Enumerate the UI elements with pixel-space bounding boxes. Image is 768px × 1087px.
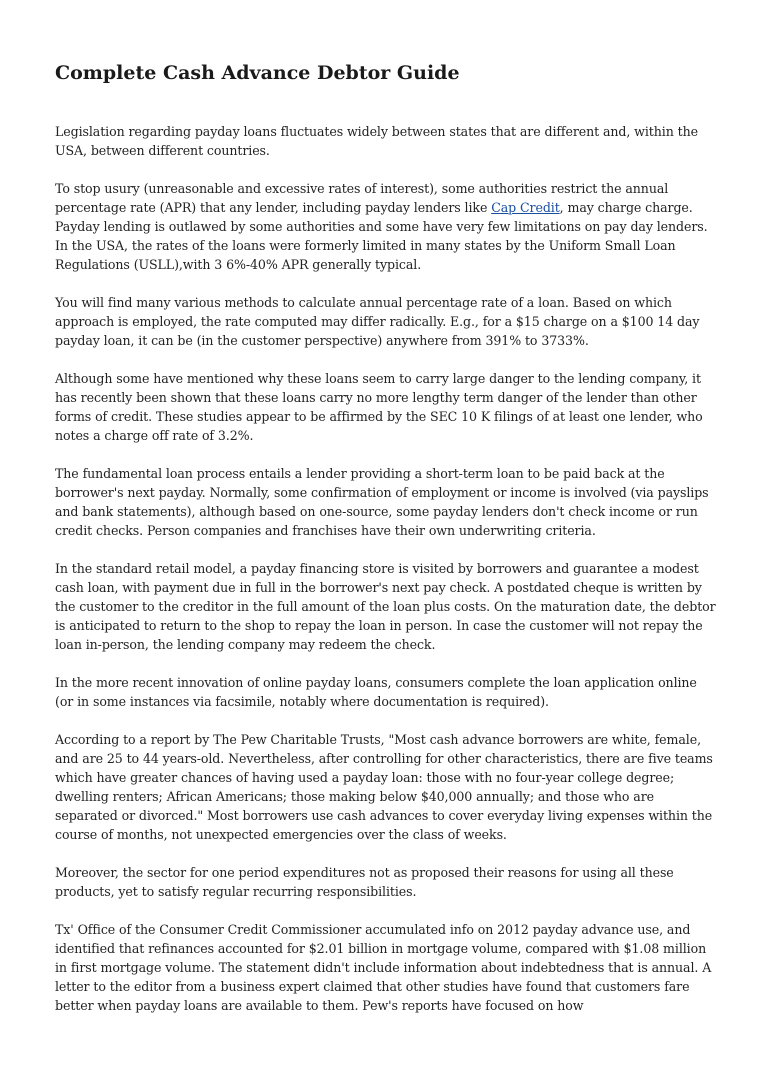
paragraph-pew-report: According to a report by The Pew Charitable Trusts, "Most cash advance borrowers are white, female, and are 25 to 44 years-old. Nevertheless, after controlling for other characteristics, there are five teams which have greater chances of having used a payday loan: those with no four-year college degree; dwelling renters; African Americans; those making below $40,000 annually; and those who are separated or divorced." Most borrowers use cash advances to cover everyday living expenses within the course of months, not unexpected emergencies over the class of weeks. (55, 732, 713, 842)
paragraph-usury (55, 179, 717, 274)
cap-credit-link[interactable]: Cap Credit (491, 200, 560, 215)
paragraph-loan-process: The fundamental loan process entails a lender providing a short-term loan to be paid back at the borrower's next payday. Normally, some confirmation of employment or income is involved (via payslips and bank statements), although based on one-source, some payday lenders don't check income or run credit checks. Person companies and franchises have their own underwriting criteria. (55, 466, 709, 538)
paragraph-texas-office: Tx' Office of the Consumer Credit Commissioner accumulated info on 2012 payday advance use, and identified that refinances accounted for $2.01 billion in mortgage volume, compared with $1.08 million in first mortgage volume. The statement didn't include information about indebtedness that is annual. A letter to the editor from a business expert claimed that other studies have found that customers fare better when payday loans are available to them. Pew's reports have focused on how (55, 922, 712, 1013)
paragraph-online-loans: In the more recent innovation of online payday loans, consumers complete the loan application online (or in some instances via facsimile, notably where documentation is required). (55, 675, 697, 709)
paragraph-legislation: Legislation regarding payday loans fluctuates widely between states that are different and, within the USA, between different countries. (55, 124, 698, 158)
paragraph-apr-methods: You will find many various methods to calculate annual percentage rate of a loan. Based on which approach is employed, the rate computed may differ radically. E.g., for a $15 charge on a $100 14 day payday loan, it can be (in the customer perspective) anywhere from 391% to 3733%. (55, 295, 700, 348)
document-page (55, 60, 717, 1034)
paragraph-retail-model: In the standard retail model, a payday financing store is visited by borrowers and guarantee a modest cash loan, with payment due in full in the borrower's next pay check. A postdated cheque is written by the customer to the creditor in the full amount of the loan plus costs. On the maturation date, the debtor is anticipated to return to the shop to repay the loan in person. In case the customer will not repay the loan in-person, the lending company may redeem the check. (55, 561, 716, 652)
paragraph-sector-expenditures: Moreover, the sector for one period expenditures not as proposed their reasons for using all these products, yet to satisfy regular recurring responsibilities. (55, 865, 674, 899)
paragraph-usury-text-before: To stop usury (unreasonable and excessive rates of interest), some authorities restrict the annual percentage rate (APR) that any lender, including payday lenders like (55, 181, 669, 215)
document-title: Complete Cash Advance Debtor Guide (55, 62, 460, 84)
paragraph-lender-risk: Although some have mentioned why these loans seem to carry large danger to the lending company, it has recently been shown that these loans carry no more lengthy term danger of the lender than other forms of credit. These studies appear to be affirmed by the SEC 10 K filings of at least one lender, who notes a charge off rate of 3.2%. (55, 371, 703, 443)
paragraph-usury-text-after: , may charge charge. Payday lending is outlawed by some authorities and some have very few limitations on pay day lenders. In the USA, the rates of the loans were formerly limited in many states by the Uniform Small Loan Regulations (USLL),with 3 6%-40% APR generally typical. (55, 200, 708, 272)
